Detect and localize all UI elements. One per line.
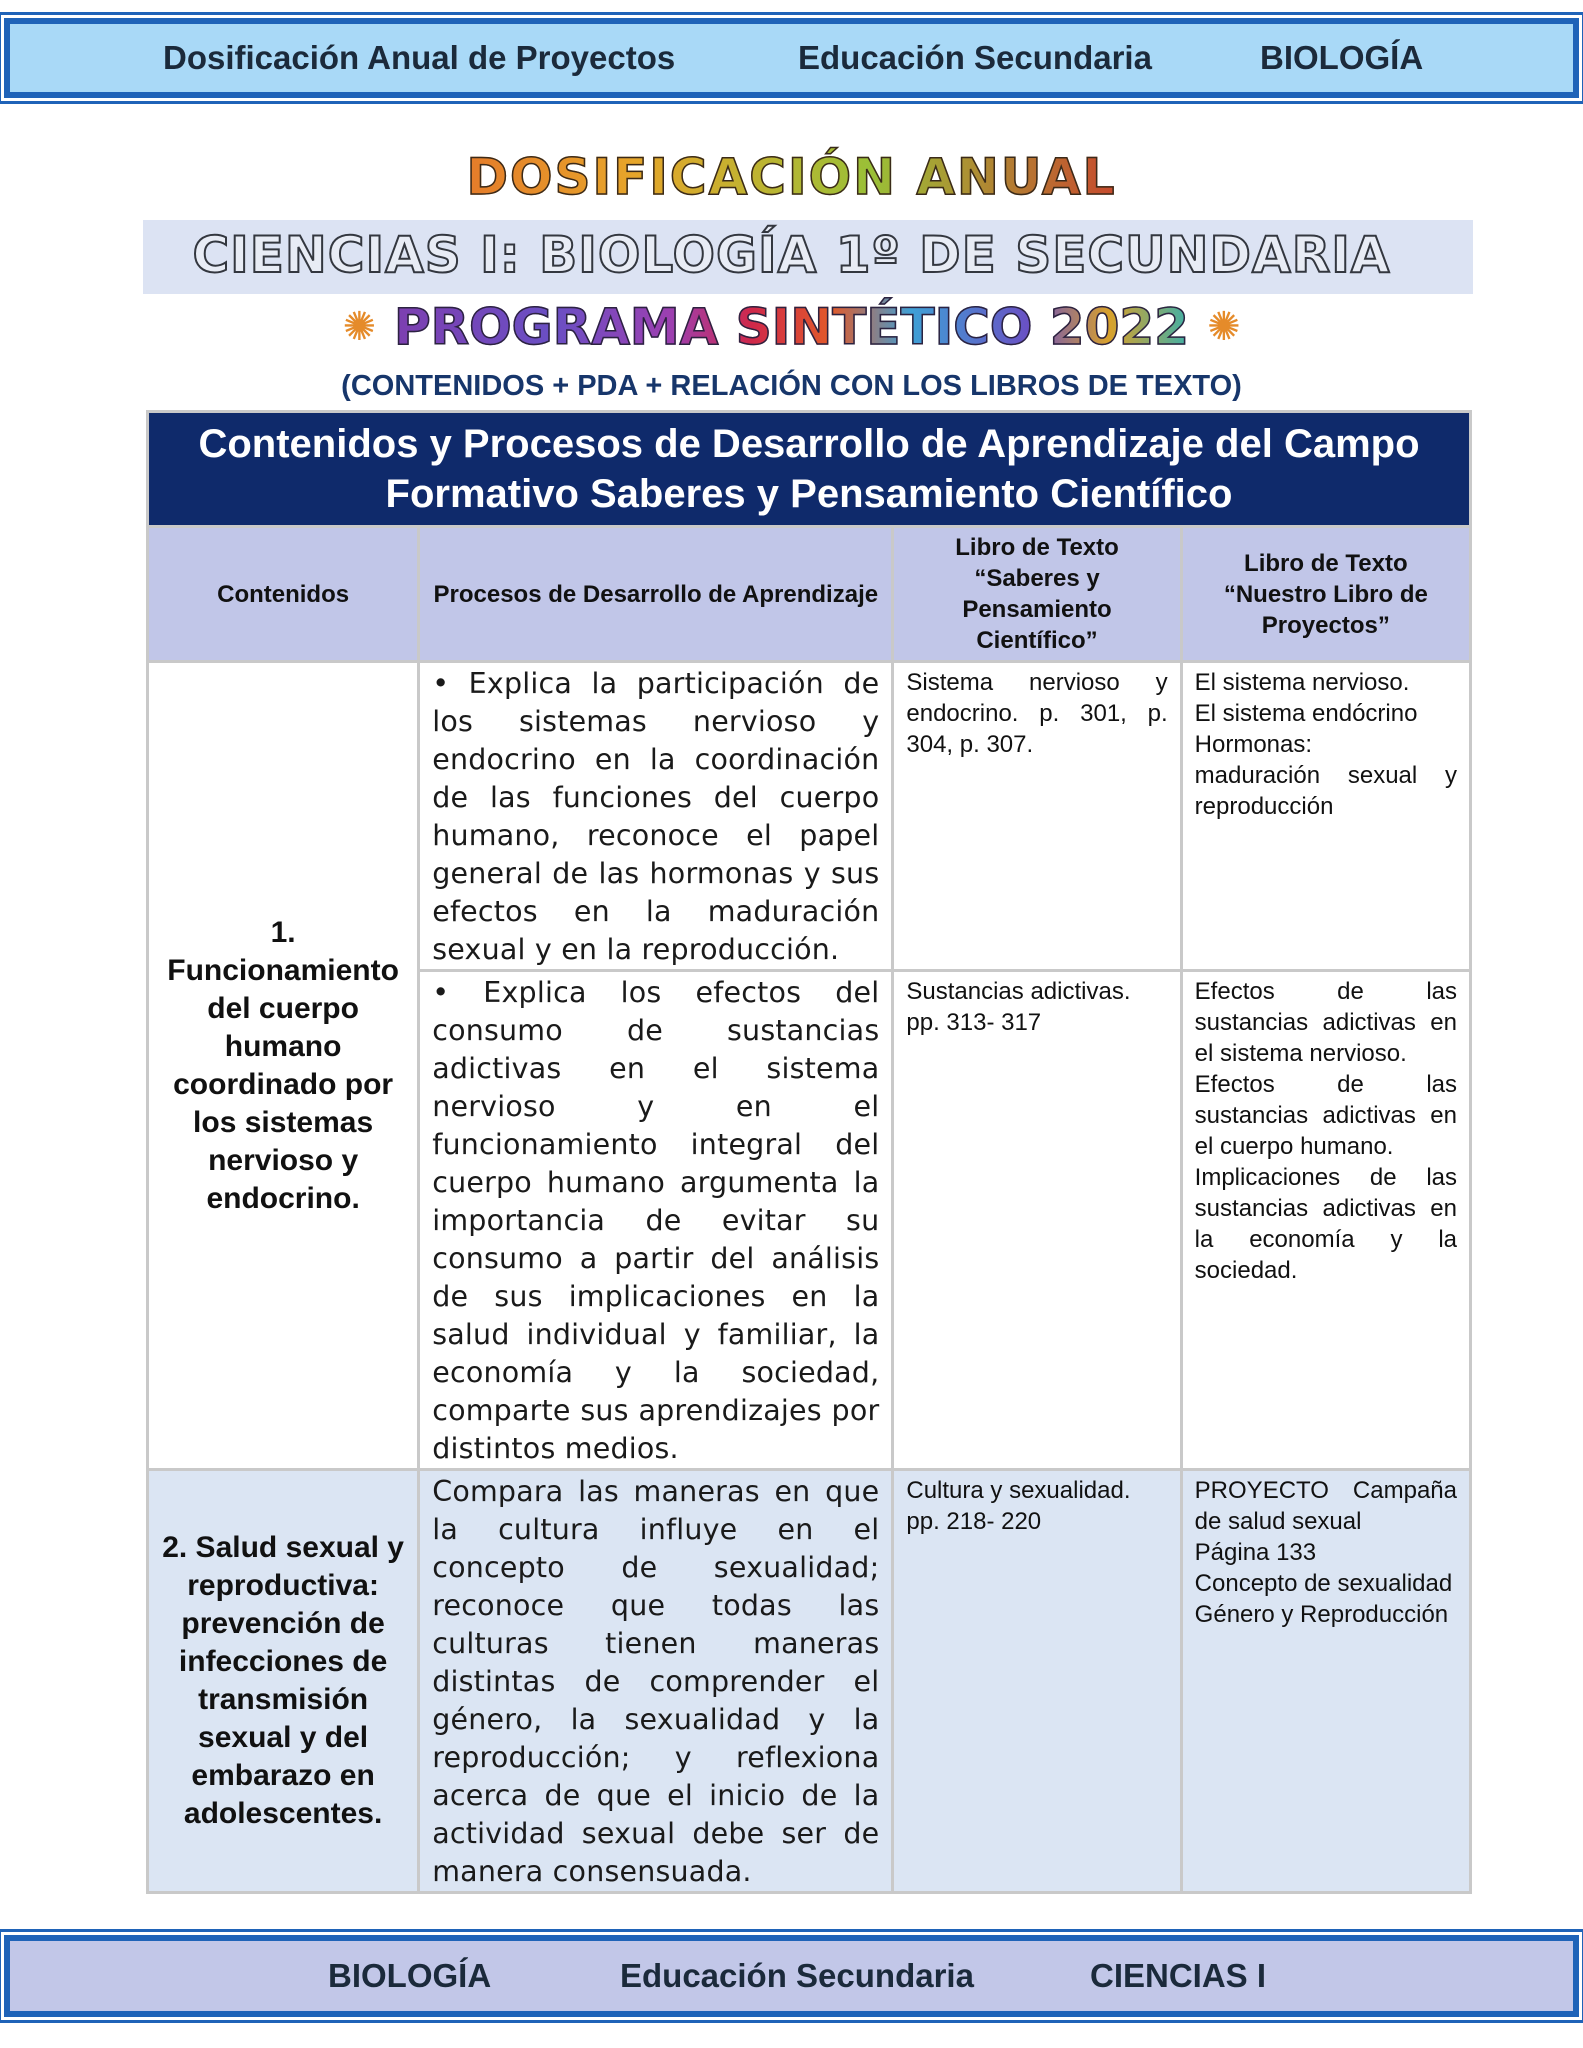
bottom-footer-band xyxy=(4,1935,1579,2017)
libro-saberes-entry: pp. 218- 220 xyxy=(906,1508,1042,1535)
libro-proyectos-entry: El sistema nervioso. xyxy=(1194,669,1410,696)
libro-saberes-entry: Sustancias adictivas. xyxy=(906,978,1131,1005)
sun-ornament-icon: ✺ xyxy=(342,304,377,350)
footer-center-text: Educación Secundaria xyxy=(620,1957,974,1994)
libro-proyectos-entry: El sistema endócrino xyxy=(1194,700,1418,727)
libro-proyectos-entry: Página 133 xyxy=(1194,1539,1317,1566)
contents-table xyxy=(146,410,1472,1894)
title-subtitle: (CONTENIDOS + PDA + RELACIÓN CON LOS LIBROS DE TEXTO) xyxy=(341,370,1242,402)
title-dosificacion: DOSIFICACIÓN ANUAL xyxy=(0,148,1583,206)
column-header-libro-saberes: Libro de Texto “Saberes y Pensamiento Científico” xyxy=(894,528,1179,660)
footer-left-text: BIOLOGÍA xyxy=(328,1957,492,1994)
libro-proyectos-cell xyxy=(1183,663,1469,969)
libro-proyectos-entry: Implicaciones de las sustancias adictivas en la economía y la sociedad. xyxy=(1194,1164,1457,1284)
libro-proyectos-entry: PROYECTO Campaña de salud sexual xyxy=(1194,1477,1457,1535)
column-header-pda: Procesos de Desarrollo de Aprendizaje xyxy=(420,528,891,660)
header-left-text: Dosificación Anual de Proyectos xyxy=(163,39,676,76)
libro-proyectos-entry: Concepto de sexualidad xyxy=(1194,1570,1453,1597)
contenido-cell: 2. Salud sexual y reproductiva: prevención de infecciones de transmisión sexual y del embarazo en adolescentes. xyxy=(149,1471,417,1891)
pda-cell: • Explica la participación de los sistemas nervioso y endocrino en la coordinación de las funciones del cuerpo humano, reconoce el papel general de las hormonas y sus efectos en la maduración sexual y en la reproducción. xyxy=(420,663,891,969)
header-right-text: BIOLOGÍA xyxy=(1260,39,1424,76)
libro-proyectos-entry: maduración sexual y reproducción xyxy=(1194,762,1457,820)
column-header-contenidos: Contenidos xyxy=(149,528,417,660)
libro-proyectos-cell xyxy=(1183,972,1469,1468)
libro-saberes-entry: Sistema nervioso y endocrino. p. 301, p. 304, p. 307. xyxy=(906,669,1168,758)
libro-saberes-cell xyxy=(894,972,1179,1468)
libro-proyectos-entry: Género y Reproducción xyxy=(1194,1601,1449,1628)
libro-saberes-cell xyxy=(894,663,1179,969)
libro-proyectos-cell xyxy=(1183,1471,1469,1891)
header-center-text: Educación Secundaria xyxy=(798,39,1152,76)
sun-ornament-icon: ✺ xyxy=(1206,304,1241,350)
libro-saberes-entry: pp. 313- 317 xyxy=(906,1009,1042,1036)
libro-saberes-cell xyxy=(894,1471,1179,1891)
libro-proyectos-entry: Hormonas: xyxy=(1194,731,1313,758)
contenido-cell: 1. Funcionamiento del cuerpo humano coordinado por los sistemas nervioso y endocrino. xyxy=(149,663,417,1468)
libro-saberes-entry: Cultura y sexualidad. xyxy=(906,1477,1131,1504)
pda-cell: Compara las maneras en que la cultura influye en el concepto de sexualidad; reconoce que todas las culturas tienen maneras distintas de comprender el género, la sexualidad y la reproducción; y reflexiona acerca de que el inicio de la actividad sexual debe ser de manera consensuada. xyxy=(420,1471,891,1891)
title-subject: CIENCIAS I: BIOLOGÍA 1º DE SECUNDARIA xyxy=(192,226,1391,284)
column-header-libro-proyectos: Libro de Texto “Nuestro Libro de Proyectos” xyxy=(1183,528,1469,660)
libro-proyectos-entry: Efectos de las sustancias adictivas en el sistema nervioso. xyxy=(1194,978,1457,1067)
libro-proyectos-entry: Efectos de las sustancias adictivas en el cuerpo humano. xyxy=(1194,1071,1457,1160)
title-programa xyxy=(0,298,1583,356)
table-main-header: Contenidos y Procesos de Desarrollo de Aprendizaje del Campo Formativo Saberes y Pensamiento Científico xyxy=(149,413,1469,525)
footer-right-text: CIENCIAS I xyxy=(1090,1957,1267,1994)
top-header-band xyxy=(4,18,1579,98)
title-programa-text: PROGRAMA SINTÉTICO 2022 xyxy=(394,298,1189,356)
pda-cell: • Explica los efectos del consumo de sustancias adictivas en el sistema nervioso y en el funcionamiento integral del cuerpo humano argumenta la importancia de evitar su consumo a partir del análisis de sus implicaciones en la salud individual y familiar, la economía y la sociedad, comparte sus aprendizajes por distintos medios. xyxy=(420,972,891,1468)
